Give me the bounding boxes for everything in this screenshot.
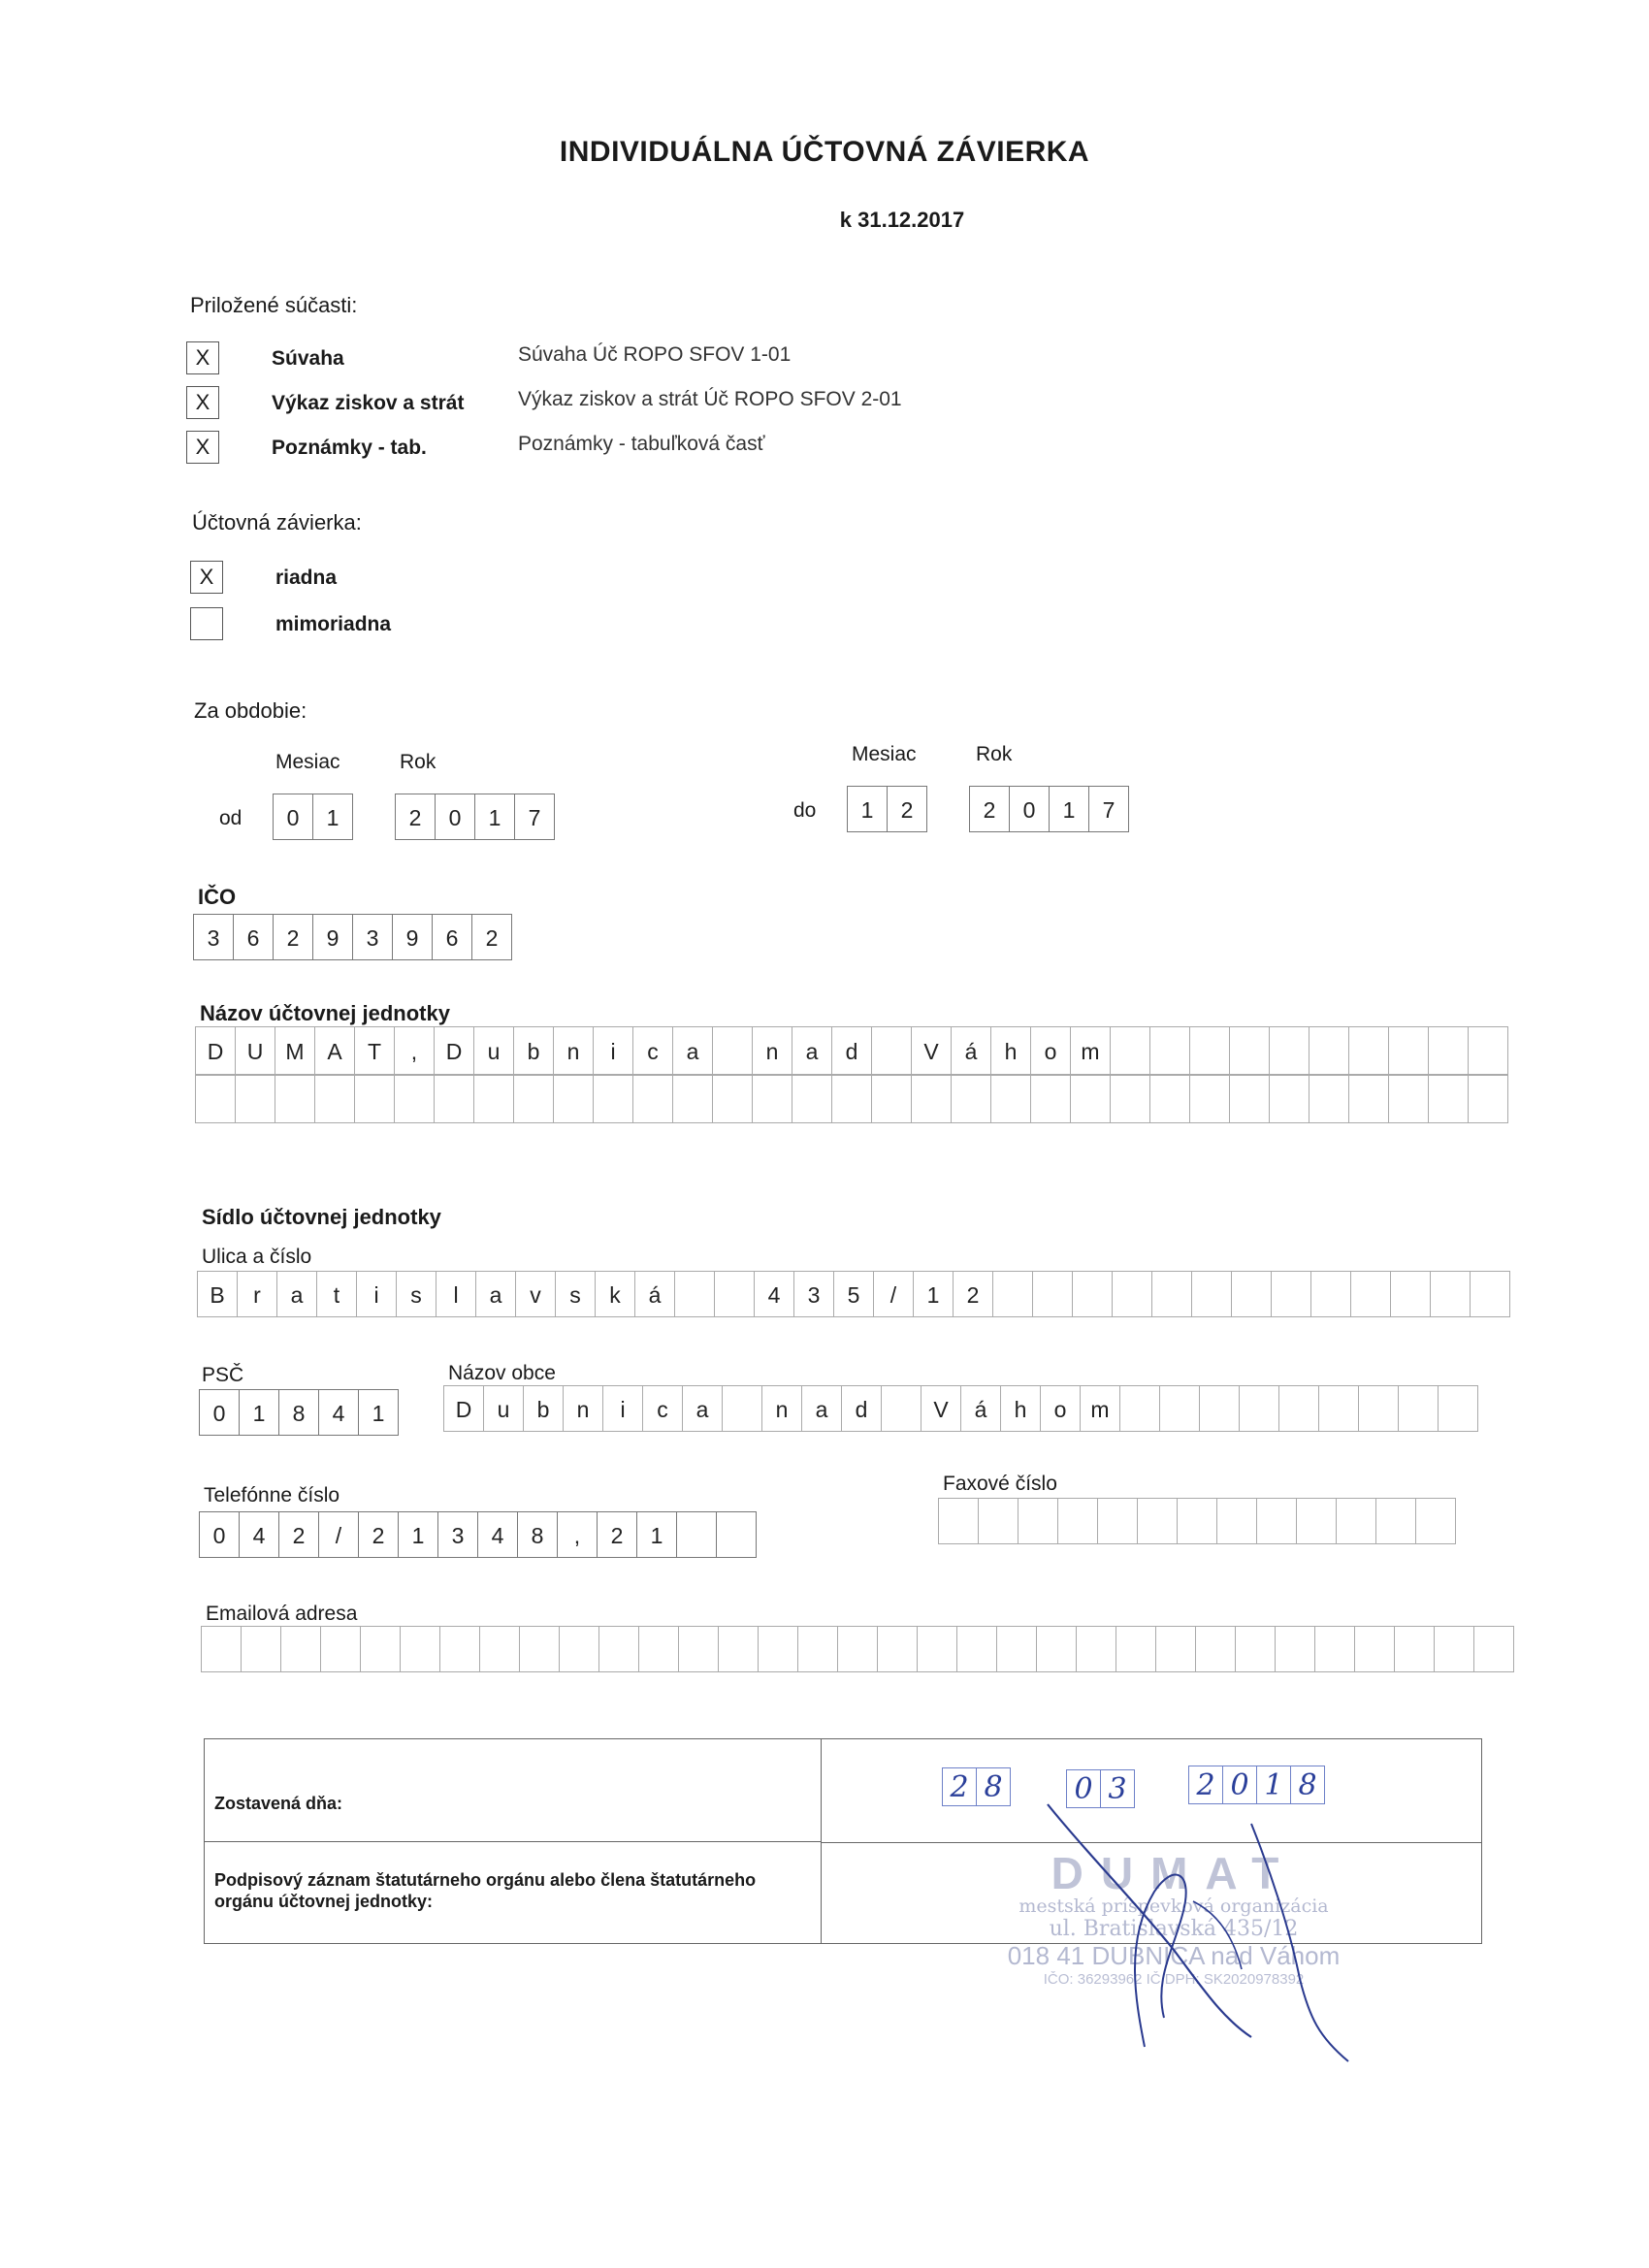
char-cell [434, 1075, 474, 1123]
char-cell: a [792, 1026, 832, 1075]
char-cell [632, 1075, 673, 1123]
char-cell: 2 [969, 786, 1010, 832]
char-cell: 7 [514, 794, 555, 840]
char-cell: 8 [278, 1389, 319, 1436]
char-cell: 2 [395, 794, 436, 840]
char-cell [718, 1626, 759, 1672]
char-cell: 3 [793, 1271, 834, 1317]
signature-label-cell [205, 1842, 822, 1943]
char-cell [1314, 1626, 1355, 1672]
char-cell [1070, 1075, 1111, 1123]
char-cell: 5 [833, 1271, 874, 1317]
attachment-name: Súvaha [272, 347, 344, 370]
char-cell [1159, 1385, 1200, 1432]
psc-field[interactable] [200, 1389, 399, 1436]
char-cell: 3 [193, 914, 234, 960]
char-cell [241, 1626, 281, 1672]
char-cell: 2 [273, 914, 313, 960]
char-cell: 4 [477, 1511, 518, 1558]
char-cell [1394, 1626, 1435, 1672]
char-cell [1358, 1385, 1399, 1432]
char-cell [1336, 1498, 1376, 1544]
char-cell: 2 [887, 786, 927, 832]
char-cell [314, 1075, 355, 1123]
handwritten-digit: 1 [1256, 1766, 1291, 1804]
stamp-line-4: IČO: 36293962 IČ DPH: SK2020978392 [1043, 1971, 1305, 1988]
char-cell: 1 [312, 794, 353, 840]
ico-field[interactable] [194, 914, 512, 960]
char-cell [400, 1626, 440, 1672]
char-cell [712, 1075, 753, 1123]
handwritten-digit: 8 [976, 1767, 1011, 1806]
document-title: INDIVIDUÁLNA ÚČTOVNÁ ZÁVIERKA [559, 136, 1090, 168]
handwritten-digit: 8 [1290, 1766, 1325, 1804]
char-cell [676, 1511, 717, 1558]
char-cell [714, 1271, 755, 1317]
char-cell [1072, 1271, 1113, 1317]
char-cell [956, 1626, 997, 1672]
char-cell [1239, 1385, 1279, 1432]
char-cell [1191, 1271, 1232, 1317]
char-cell: , [394, 1026, 435, 1075]
char-cell [1229, 1026, 1270, 1075]
char-cell [1428, 1075, 1469, 1123]
char-cell: 1 [398, 1511, 438, 1558]
char-cell [593, 1075, 633, 1123]
char-cell [1438, 1385, 1478, 1432]
char-cell: r [237, 1271, 277, 1317]
char-cell [722, 1385, 762, 1432]
char-cell [1235, 1626, 1276, 1672]
char-cell [1309, 1026, 1349, 1075]
char-cell: V [921, 1385, 961, 1432]
char-cell: 7 [1088, 786, 1129, 832]
fax-label: Faxové číslo [943, 1473, 1057, 1495]
char-cell: D [443, 1385, 484, 1432]
char-cell [674, 1271, 715, 1317]
char-cell: V [911, 1026, 952, 1075]
extraordinary-checkbox[interactable] [190, 607, 223, 640]
char-cell [871, 1026, 912, 1075]
char-cell [1229, 1075, 1270, 1123]
char-cell [559, 1626, 599, 1672]
char-cell: n [553, 1026, 594, 1075]
char-cell [1155, 1626, 1196, 1672]
char-cell: m [1080, 1385, 1120, 1432]
char-cell [1097, 1498, 1138, 1544]
char-cell: 2 [358, 1511, 399, 1558]
street-label: Ulica a číslo [202, 1246, 312, 1268]
char-cell [1112, 1271, 1152, 1317]
document-date: k 31.12.2017 [839, 208, 965, 232]
char-cell: 2 [597, 1511, 637, 1558]
char-cell [1151, 1271, 1192, 1317]
char-cell [1076, 1626, 1116, 1672]
char-cell: a [801, 1385, 842, 1432]
char-cell: t [316, 1271, 357, 1317]
char-cell: 4 [239, 1511, 279, 1558]
phone-label: Telefónne číslo [204, 1484, 340, 1507]
char-cell: i [356, 1271, 397, 1317]
char-cell: m [1070, 1026, 1111, 1075]
char-cell [1189, 1026, 1230, 1075]
entity-name-row-1[interactable] [196, 1026, 1508, 1075]
char-cell [996, 1626, 1037, 1672]
char-cell [1149, 1026, 1190, 1075]
char-cell [1275, 1626, 1315, 1672]
attachment-description: Súvaha Úč ROPO SFOV 1-01 [518, 343, 792, 366]
handwritten-digit: 2 [942, 1767, 977, 1806]
char-cell: 1 [474, 794, 515, 840]
char-cell [479, 1626, 520, 1672]
char-cell: / [873, 1271, 914, 1317]
char-cell [439, 1626, 480, 1672]
char-cell: n [752, 1026, 792, 1075]
to-year-label: Rok [976, 743, 1013, 765]
char-cell: d [841, 1385, 882, 1432]
char-cell [1269, 1075, 1310, 1123]
char-cell [1177, 1498, 1217, 1544]
char-cell [1415, 1498, 1456, 1544]
char-cell [1430, 1271, 1471, 1317]
fax-field[interactable] [939, 1498, 1456, 1544]
signature-label: Podpisový záznam štatutárneho orgánu alebo člena štatutárneho orgánu účtovnej jednotky: [214, 1870, 757, 1911]
seat-label: Sídlo účtovnej jednotky [202, 1205, 441, 1229]
char-cell [473, 1075, 514, 1123]
attachment-name: Výkaz ziskov a strát [272, 392, 465, 414]
char-cell: D [195, 1026, 236, 1075]
phone-field[interactable] [200, 1511, 757, 1558]
entity-name-label: Názov účtovnej jednotky [200, 1001, 450, 1025]
char-cell [1428, 1026, 1469, 1075]
char-cell [1149, 1075, 1190, 1123]
char-cell: s [555, 1271, 596, 1317]
psc-label: PSČ [202, 1364, 244, 1386]
char-cell [1354, 1626, 1395, 1672]
char-cell [1110, 1026, 1150, 1075]
from-label: od [219, 807, 242, 829]
char-cell [1032, 1271, 1073, 1317]
char-cell: 0 [273, 794, 313, 840]
char-cell [394, 1075, 435, 1123]
char-cell [797, 1626, 838, 1672]
to-month-field[interactable] [848, 786, 927, 832]
char-cell: d [831, 1026, 872, 1075]
email-field[interactable] [202, 1626, 1514, 1672]
stamp-line-3: 018 41 DUBNICA nad Váhom [1007, 1941, 1341, 1970]
char-cell [877, 1626, 918, 1672]
char-cell [831, 1075, 872, 1123]
char-cell [992, 1271, 1033, 1317]
char-cell: o [1030, 1026, 1071, 1075]
handwritten-digit: 0 [1222, 1766, 1257, 1804]
char-cell [1348, 1026, 1389, 1075]
attachment-description: Výkaz ziskov a strát Úč ROPO SFOV 2-01 [518, 388, 902, 410]
char-cell [195, 1075, 236, 1123]
extraordinary-label: mimoriadna [275, 613, 392, 635]
email-label: Emailová adresa [206, 1603, 358, 1625]
statement-type-label: Účtovná závierka: [192, 510, 362, 535]
char-cell: u [483, 1385, 524, 1432]
char-cell [990, 1075, 1031, 1123]
char-cell: U [235, 1026, 275, 1075]
char-cell [638, 1626, 679, 1672]
char-cell [1398, 1385, 1439, 1432]
char-cell: 3 [437, 1511, 478, 1558]
char-cell: 9 [392, 914, 433, 960]
handwritten-signature [1028, 1785, 1377, 2076]
char-cell [1116, 1626, 1156, 1672]
char-cell: h [1000, 1385, 1041, 1432]
char-cell: 2 [278, 1511, 319, 1558]
char-cell [320, 1626, 361, 1672]
to-month-label: Mesiac [852, 743, 917, 765]
char-cell: l [436, 1271, 476, 1317]
compiled-label: Zostavená dňa: [214, 1794, 343, 1813]
char-cell: á [960, 1385, 1001, 1432]
char-cell: k [595, 1271, 635, 1317]
char-cell [716, 1511, 757, 1558]
char-cell [201, 1626, 242, 1672]
char-cell [1216, 1498, 1257, 1544]
char-cell: 0 [199, 1511, 240, 1558]
char-cell: a [672, 1026, 713, 1075]
attachment-checkbox[interactable]: X [186, 386, 219, 419]
char-cell [917, 1626, 957, 1672]
char-cell [911, 1075, 952, 1123]
char-cell [938, 1498, 979, 1544]
char-cell [1468, 1075, 1508, 1123]
char-cell: b [523, 1385, 564, 1432]
char-cell [1189, 1075, 1230, 1123]
char-cell: a [475, 1271, 516, 1317]
char-cell [1018, 1498, 1058, 1544]
char-cell [275, 1075, 315, 1123]
to-year-field[interactable] [970, 786, 1129, 832]
ordinary-label: riadna [275, 567, 338, 589]
period-label: Za obdobie: [194, 698, 307, 723]
char-cell [1057, 1498, 1098, 1544]
attachment-name: Poznámky - tab. [272, 437, 427, 459]
to-label: do [793, 799, 817, 822]
char-cell: n [563, 1385, 603, 1432]
attachment-checkbox[interactable]: X [186, 341, 219, 374]
char-cell [1269, 1026, 1310, 1075]
ico-label: IČO [198, 885, 237, 909]
char-cell: o [1040, 1385, 1081, 1432]
char-cell: B [197, 1271, 238, 1317]
char-cell: 0 [435, 794, 475, 840]
from-year-field[interactable] [396, 794, 555, 840]
attachments-label: Priložené súčasti: [190, 293, 358, 317]
char-cell [1271, 1271, 1311, 1317]
char-cell [280, 1626, 321, 1672]
char-cell [1110, 1075, 1150, 1123]
from-month-field[interactable] [274, 794, 353, 840]
char-cell: 1 [358, 1389, 399, 1436]
char-cell [881, 1385, 922, 1432]
handwritten-digit: 2 [1188, 1766, 1223, 1804]
char-cell [553, 1075, 594, 1123]
char-cell [1348, 1075, 1389, 1123]
char-cell [1470, 1271, 1510, 1317]
char-cell [678, 1626, 719, 1672]
char-cell: 0 [1009, 786, 1050, 832]
char-cell [519, 1626, 560, 1672]
char-cell: / [318, 1511, 359, 1558]
char-cell [1388, 1075, 1429, 1123]
char-cell [1195, 1626, 1236, 1672]
char-cell: 2 [953, 1271, 993, 1317]
city-label: Názov obce [448, 1362, 556, 1384]
char-cell: 2 [471, 914, 512, 960]
char-cell: M [275, 1026, 315, 1075]
char-cell [1310, 1271, 1351, 1317]
char-cell: , [557, 1511, 598, 1558]
char-cell: i [593, 1026, 633, 1075]
char-cell: a [682, 1385, 723, 1432]
char-cell: n [761, 1385, 802, 1432]
char-cell [837, 1626, 878, 1672]
char-cell [1256, 1498, 1297, 1544]
char-cell: s [396, 1271, 436, 1317]
compiled-label-cell [205, 1739, 822, 1842]
char-cell [1468, 1026, 1508, 1075]
attachment-description: Poznámky - tabuľková časť [518, 433, 765, 455]
char-cell [1137, 1498, 1178, 1544]
char-cell: 3 [352, 914, 393, 960]
compiled-day[interactable] [943, 1767, 1011, 1806]
stamp-line-1: mestská príspevková organizácia [1018, 1895, 1329, 1917]
char-cell [360, 1626, 401, 1672]
from-year-label: Rok [400, 751, 436, 773]
char-cell: A [314, 1026, 355, 1075]
handwritten-digit: 3 [1100, 1769, 1135, 1808]
char-cell: T [354, 1026, 395, 1075]
char-cell [978, 1498, 1018, 1544]
char-cell: 1 [913, 1271, 954, 1317]
char-cell [1388, 1026, 1429, 1075]
street-field[interactable] [198, 1271, 1510, 1317]
char-cell: á [951, 1026, 991, 1075]
char-cell [712, 1026, 753, 1075]
char-cell [1434, 1626, 1474, 1672]
char-cell [1199, 1385, 1240, 1432]
char-cell [1350, 1271, 1391, 1317]
city-field[interactable] [444, 1385, 1478, 1432]
char-cell [1231, 1271, 1272, 1317]
char-cell: v [515, 1271, 556, 1317]
char-cell: u [473, 1026, 514, 1075]
char-cell: c [642, 1385, 683, 1432]
char-cell: 6 [432, 914, 472, 960]
char-cell [758, 1626, 798, 1672]
char-cell [1318, 1385, 1359, 1432]
char-cell [752, 1075, 792, 1123]
char-cell: 9 [312, 914, 353, 960]
char-cell: 8 [517, 1511, 558, 1558]
entity-name-row-2[interactable] [196, 1075, 1508, 1123]
char-cell [1375, 1498, 1416, 1544]
attachment-checkbox[interactable]: X [186, 431, 219, 464]
char-cell: i [602, 1385, 643, 1432]
char-cell [1119, 1385, 1160, 1432]
char-cell: 4 [754, 1271, 794, 1317]
char-cell: 1 [1049, 786, 1089, 832]
char-cell: 1 [239, 1389, 279, 1436]
from-month-label: Mesiac [275, 751, 340, 773]
char-cell [1296, 1498, 1337, 1544]
char-cell [513, 1075, 554, 1123]
stamp-name: DUMAT [1051, 1848, 1297, 1898]
char-cell [951, 1075, 991, 1123]
char-cell [672, 1075, 713, 1123]
char-cell [1309, 1075, 1349, 1123]
char-cell: 1 [847, 786, 888, 832]
char-cell [1473, 1626, 1514, 1672]
char-cell [235, 1075, 275, 1123]
char-cell: c [632, 1026, 673, 1075]
ordinary-checkbox[interactable]: X [190, 561, 223, 594]
char-cell: a [276, 1271, 317, 1317]
char-cell [1030, 1075, 1071, 1123]
char-cell [871, 1075, 912, 1123]
char-cell [1278, 1385, 1319, 1432]
stamp-line-2: ul. Bratislavská 435/12 [1049, 1917, 1299, 1941]
char-cell [792, 1075, 832, 1123]
char-cell: b [513, 1026, 554, 1075]
char-cell [1390, 1271, 1431, 1317]
char-cell [354, 1075, 395, 1123]
char-cell: 6 [233, 914, 274, 960]
char-cell: 0 [199, 1389, 240, 1436]
char-cell [598, 1626, 639, 1672]
char-cell: D [434, 1026, 474, 1075]
char-cell: á [634, 1271, 675, 1317]
char-cell: 4 [318, 1389, 359, 1436]
char-cell: 1 [636, 1511, 677, 1558]
char-cell: h [990, 1026, 1031, 1075]
char-cell [1036, 1626, 1077, 1672]
handwritten-digit: 0 [1066, 1769, 1101, 1808]
